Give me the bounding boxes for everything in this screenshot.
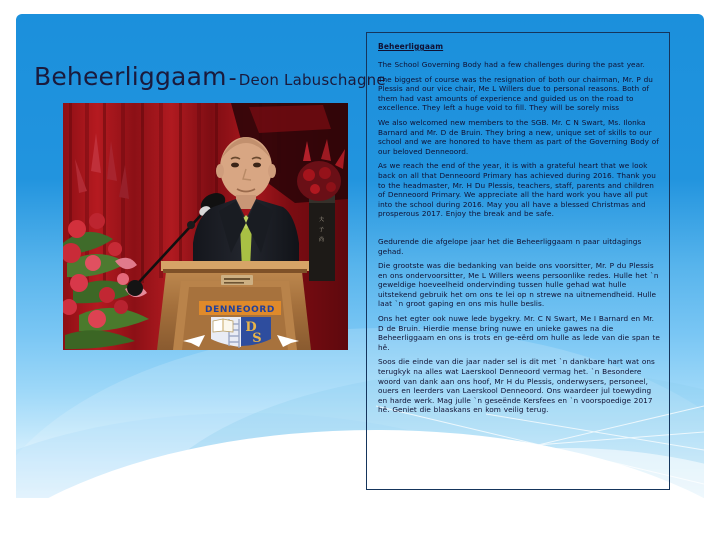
paragraph-english-4: As we reach the end of the year, it is with a grateful heart that we look back on all that Denneoord Primary has achieved during 2016. Thank you to the headmaster, Mr. H Du Plessis, teachers, staff, parents and children of Denneoord Primary. We appreciate all the hard work you have all put into the school during 2016. May you all have a blessed Christmas and prosperous 2017. Enjoy the break and be safe.: [378, 161, 656, 219]
speaker-photo: [63, 103, 348, 350]
paragraph-afrikaans-2: Die grootste was die bedanking van beide ons voorsitter, Mr. P du Plessis en ons ondervoorsitter, Me L Willers weens persoonlike redes. Hulle het `n geweldige hoeveelheid ondervinding tussen hulle gehad wat hulle uitstekend gebruik het om ons te lei op n strewe na uitnemendheid. Hulle laat `n groot gaping en ons mis hulle beslis.: [378, 261, 659, 309]
title-subtitle-text: Deon Labuschagne: [238, 71, 386, 89]
svg-text:D: D: [245, 320, 257, 335]
svg-text:子: 子: [319, 227, 325, 233]
svg-text:DENNEOORD: DENNEOORD: [205, 305, 275, 315]
svg-text:S: S: [252, 331, 262, 346]
paragraph-afrikaans-3: Ons het egter ook nuwe lede bygekry. Mr. C N Swart, Me I Barnard en Mr. D de Bruin. Hierdie mense bring nuwe en unieke gawes na die Beheerliggaam en ons is trots en ge-eërd om hulle as lede van die span te hê.: [378, 314, 660, 352]
paragraph-english-3: We also welcomed new members to the SGB. Mr. C N Swart, Ms. Ilonka Barnard and Mr. D de Bruin. They bring a new, unique set of skills to our school and we are honored to have them as part of the Governing Body of our beloved Denneoord.: [378, 117, 659, 156]
language-separator: [378, 224, 660, 237]
paragraph-afrikaans-1: Gedurende die afgelope jaar het die Beheerliggaam n paar uitdagings gehad.: [378, 236, 642, 256]
page-title: [34, 62, 386, 91]
title-main-text: Beheerliggaam: [34, 62, 227, 91]
paragraph-english-1: The School Governing Body had a few challenges during the past year.: [378, 60, 645, 69]
svg-text:夫: 夫: [319, 217, 325, 223]
presentation-slide: [16, 14, 704, 498]
paragraph-afrikaans-4: Soos die einde van die jaar nader sel is dit met `n dankbare hart wat ons terugkyk na alles wat Laerskool Denneoord vermag het. `n Besondere woord van dank aan ons hoof, Mr H du Plessis, onderwysers, personeel, ouers en leerders van Laerskool Denneoord. Ons waardeer jul toewyding en harde werk. Mag julle `n geseënde Kersfees en `n voorspoedige 2017 hê. Geniet die blaaskans en kom veilig terug.: [378, 357, 655, 415]
title-dash: -: [228, 66, 237, 91]
body-text-box: [366, 32, 670, 490]
svg-text:尚: 尚: [319, 237, 325, 243]
paragraph-english-2: The biggest of course was the resignation of both our chairman, Mr. P du Plessis and our vice chair, Me L Willers due to personal reasons. Both of them had vast amounts of experience and guided us on the road to excellence. They left a huge void to fill. They will be sorely miss: [378, 74, 653, 113]
textbox-heading: Beheerliggaam: [378, 42, 444, 51]
